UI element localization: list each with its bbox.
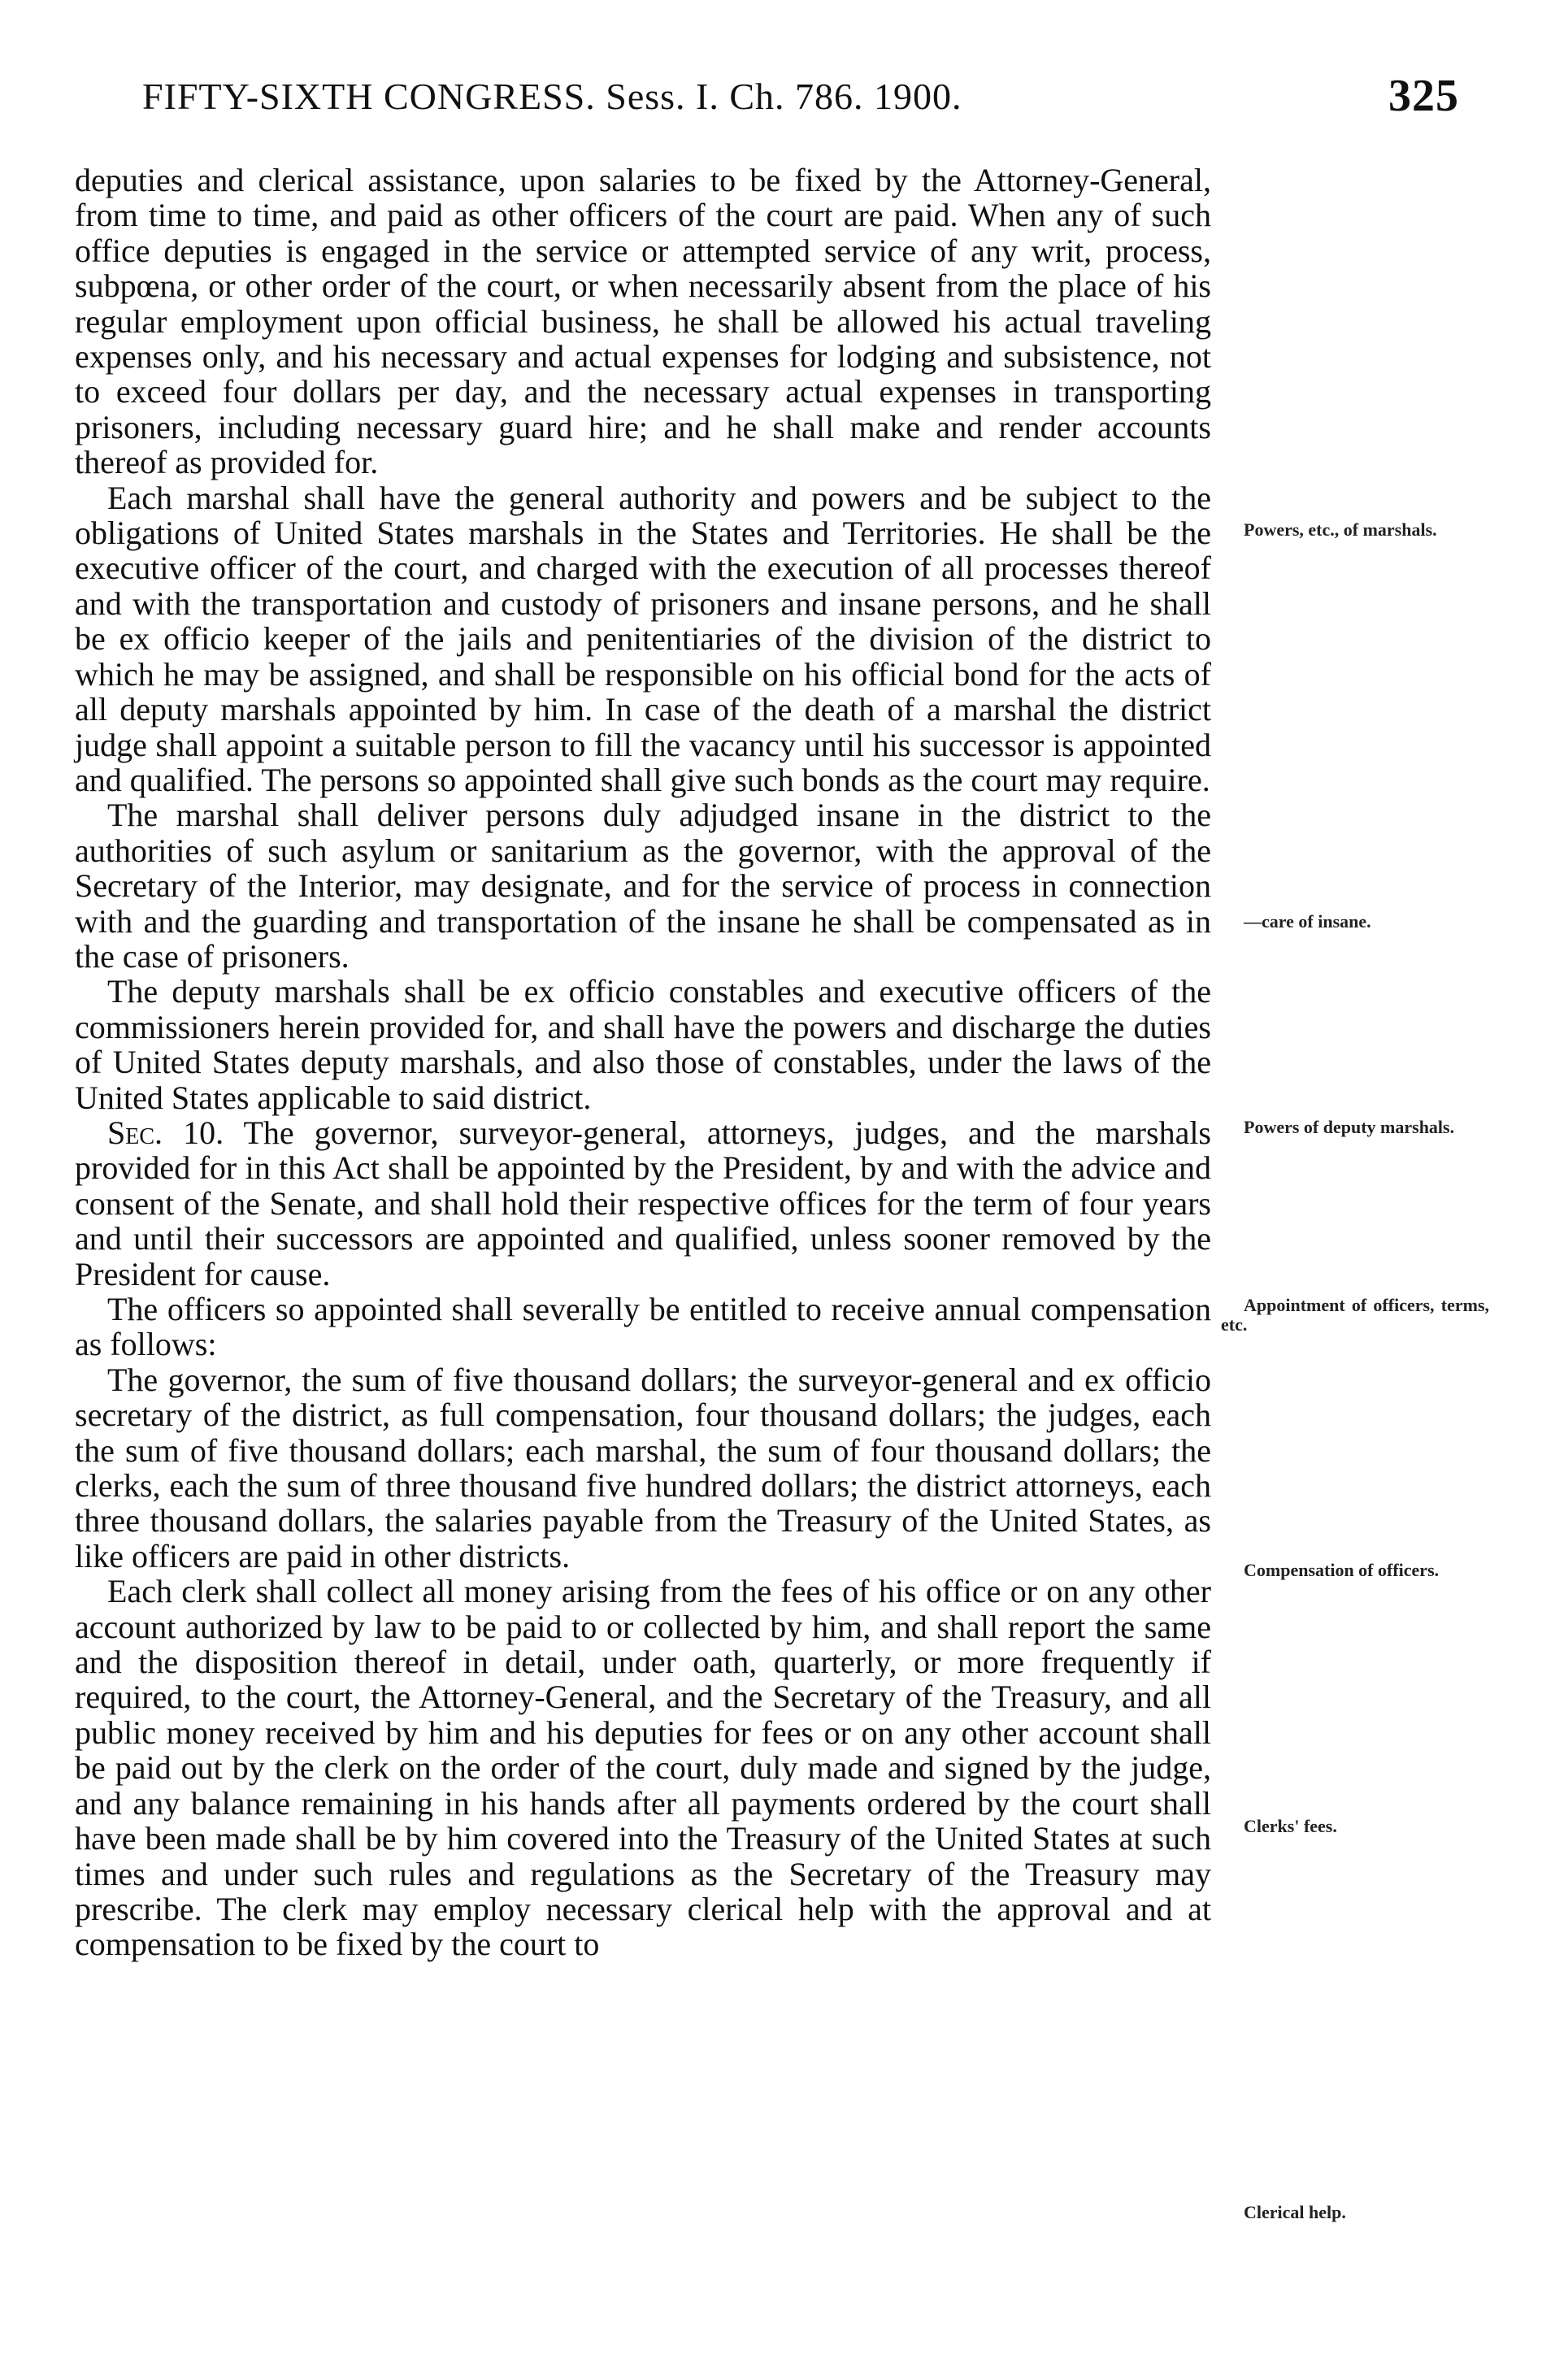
margin-note-compensation-of-officers: Compensation of officers. xyxy=(1244,1560,1440,1580)
margin-note-clerks-fees: Clerks' fees. xyxy=(1244,1816,1337,1836)
paragraph-insane-persons: The marshal shall deliver persons duly adjudged insane in the district to the authorities of such asylum or sanitarium as the governor, with the approval of the Secretary of the Interior, may designate, and for the service of process in connection with and the guarding and transportation of the insane he shall be compensated as in the case of prisoners. xyxy=(75,797,1211,975)
paragraph-deputies-expenses: deputies and clerical assistance, upon salaries to be fixed by the Attorney-General, from time to time, and paid as other officers of the court are paid. When any of such office deputies is engaged in the service or attempted service of any writ, process, subpœna, or other order of the court, or when necessarily absent from the place of his regular employment upon official business, he shall be allowed his actual traveling expenses only, and his necessary and actual expenses for lodging and subsistence, not to exceed four dollars per day, and the necessary actual expenses in transporting prisoners, including necessary guard hire; and he shall make and render accounts thereof as provided for. xyxy=(75,162,1211,481)
body-text xyxy=(75,163,1211,1962)
margin-note-powers-of-marshals: Powers, etc., of marshals. xyxy=(1244,519,1437,540)
page-header xyxy=(142,71,1459,132)
paragraph-salaries: The governor, the sum of five thousand dollars; the surveyor-general and ex officio secretary of the district, as full compensation, four thousand dollars; the judges, each the sum of five thousand dollars; each marshal, the sum of four thousand dollars; the clerks, each the sum of three thousand five hundred dollars; the district attorneys, each three thousand dollars, the salaries payable from the Treasury of the United States, as like officers are paid in other districts. xyxy=(75,1361,1211,1574)
margin-note-clerical-help: Clerical help. xyxy=(1244,2202,1346,2222)
paragraph-deputy-marshals: The deputy marshals shall be ex officio constables and executive officers of the commissioners herein provided for, and shall have the powers and discharge the duties of United States deputy marshals, and also those of constables, under the laws of the United States applicable to said district. xyxy=(75,973,1211,1116)
paragraph-annual-compensation: The officers so appointed shall severally be entitled to receive annual compensation as follows: xyxy=(75,1291,1211,1363)
section-label: Sec. 10. xyxy=(107,1114,224,1151)
paragraph-section-10 xyxy=(75,1115,1211,1292)
section-10-text: The governor, surveyor-general, attorneys, judges, and the marshals provided for in this Act shall be appointed by the President, by and with the advice and consent of the Senate, and shall hold their respective offices for the term of four years and until their successors are appointed and qualified, unless sooner removed by the President for cause. xyxy=(75,1114,1211,1292)
paragraph-marshal-authority: Each marshal shall have the general authority and powers and be subject to the obligations of United States marshals in the States and Territories. He shall be the executive officer of the court, and charged with the execution of all processes thereof and with the transportation and custody of prisoners and insane persons, and he shall be ex officio keeper of the jails and penitentiaries of the division of the district to which he may be assigned, and shall be responsible on his official bond for the acts of all deputy marshals appointed by him. In case of the death of a marshal the district judge shall appoint a suitable person to fill the vacancy until his successor is appointed and qualified. The persons so appointed shall give such bonds as the court may require. xyxy=(75,479,1211,798)
margin-note-appointment-of-officers: Appointment of officers, terms, etc. xyxy=(1221,1295,1489,1335)
page-number: 325 xyxy=(1388,71,1459,121)
margin-note-care-of-insane: —care of insane. xyxy=(1244,911,1371,932)
running-head: FIFTY-SIXTH CONGRESS. Sess. I. Ch. 786. 1900. xyxy=(142,76,962,117)
paragraph-clerk-fees: Each clerk shall collect all money arising from the fees of his office or on any other account authorized by law to be paid to or collected by him, and shall report the same and the disposition thereof in detail, under oath, quarterly, or more frequently if required, to the court, the Attorney-General, and the Secretary of the Treasury, and all public money received by him and his deputies for fees or on any other account shall be paid out by the clerk on the order of the court, duly made and signed by the judge, and any balance remaining in his hands after all payments ordered by the court shall have been made shall be by him covered into the Treasury of the United States at such times and under such rules and regulations as the Secretary of the Treasury may prescribe. The clerk may employ necessary clerical help with the approval and at compensation to be fixed by the court to xyxy=(75,1573,1211,1963)
margin-note-powers-of-deputy-marshals: Powers of deputy marshals. xyxy=(1244,1117,1455,1137)
